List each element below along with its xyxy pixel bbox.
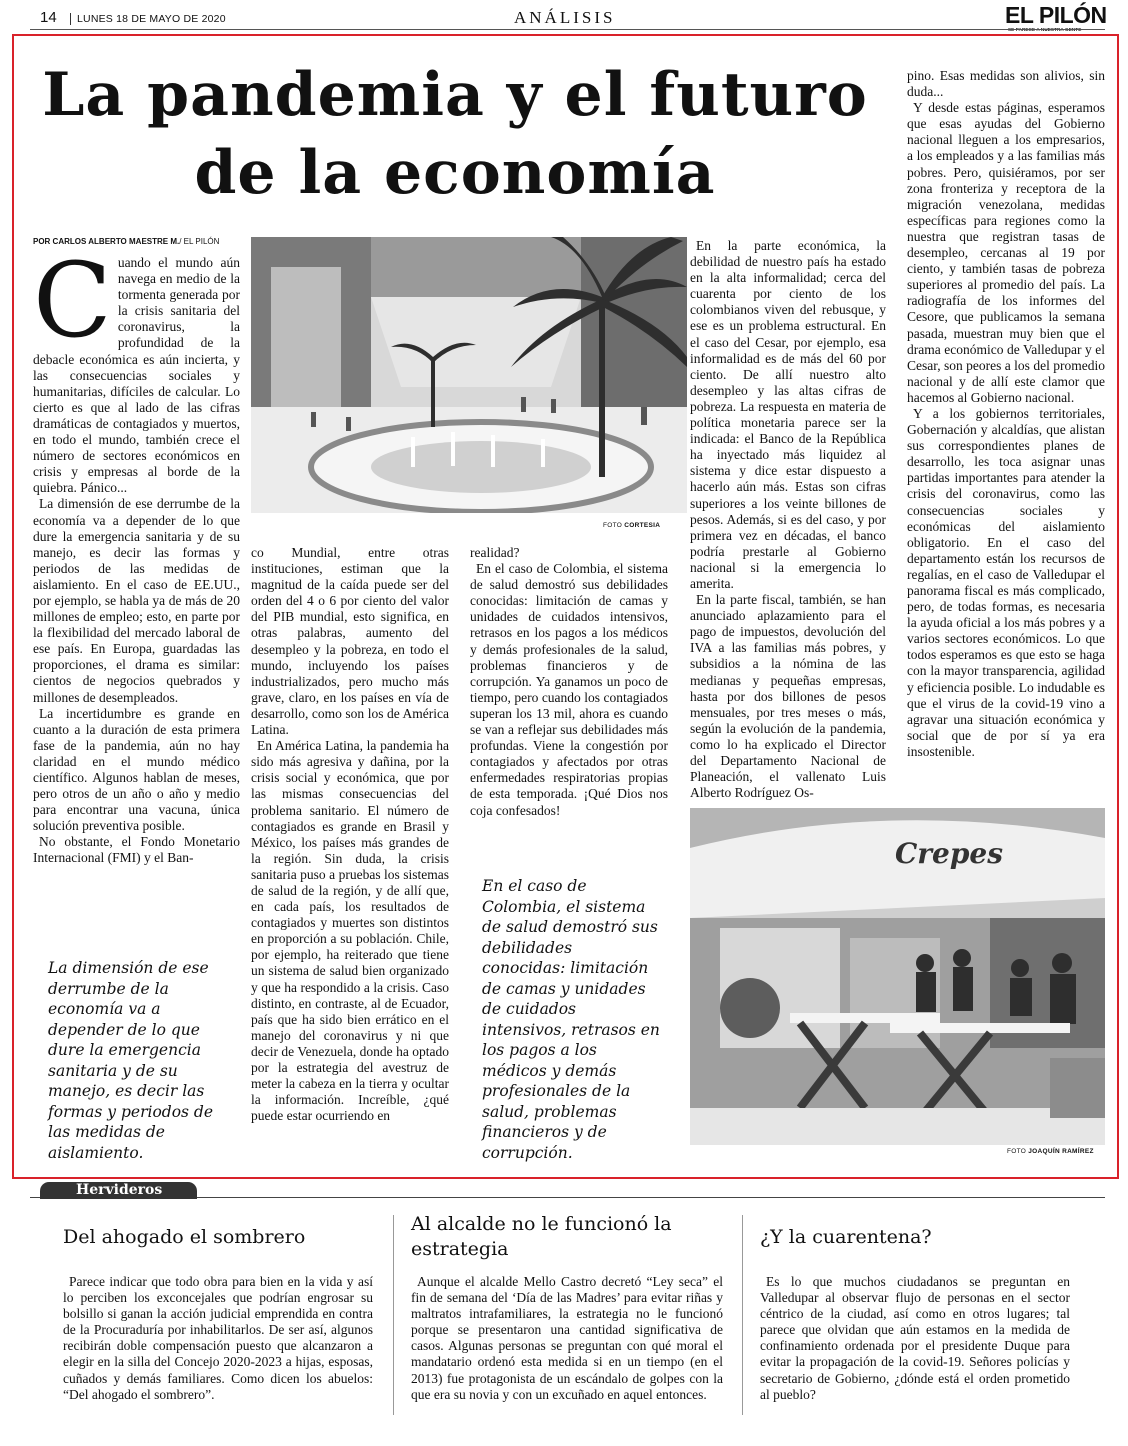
col3-paragraph-1: realidad?	[470, 545, 520, 560]
hervideros-text-2	[411, 1274, 723, 1403]
hervideros-text-1	[63, 1274, 373, 1403]
hervideros-paragraph-2: Aunque el alcalde Mello Castro decretó “Ley seca” el fin de semana del ‘Día de las Madres’ para evitar riñas y maltratos intrafamiliares, la estrategia no le funcionó porque se presentaron una cantidad significativa de casos. Algunas personas se preguntan con qué moral el mandatario ordenó esta medida si en un tiempo (en el 2013) fue protagonista de un escándalo de golpes con la que era su novia y con un excuñado en aquel entonces.	[411, 1274, 723, 1402]
col2-paragraph-1: co Mundial, entre otras instituciones, estiman que la magnitud de la caída puede ser del orden del 4 o 6 por ciento del valor del PIB mundial, esto significa, en otras palabras, aumento del desempleo y la pobreza, en todo el mundo, incluyendo los países industrializados, pero mucho más grave, claro, en los países en vía de desarrollo, como son los de América Latina.	[251, 545, 449, 738]
col4-paragraph-2: En la parte fiscal, también, se han anunciado aplazamiento para el pago de impuestos, devolución del IVA a las familias más pobres, y subsidios a la nómina de las medianas y pequeñas empresas, hasta por dos billones de pesos mensuales, por tres meses o más, según la evolución de la pandemia, como lo ha explicado el Director del Departamento Nacional de Planeación, el vallenato Luis Alberto Rodríguez Os-	[690, 592, 886, 801]
col5-paragraph-3: Y a los gobiernos territoriales, Gobernación y alcaldías, que alistan sus correspondientes planes de desarrollo, les toca asignar unas partidas importantes para atender la crisis del coronavirus, como las consecuencias sociales y económicas del aislamiento obligatorio. En el caso del departamento están los recursos de regalías, en el caso de Valledupar el panorama fiscal es más complicado, pero, de todas formas, es necesaria la ayuda oficial a los más pobres y a varios sectores económicos. Lo que todos esperamos es que esto se haga con la mayor transparencia, agilidad y eficiencia posible. Lo indudable es que el virus de la covid-19 vino a agravar una situación económica y social que de por sí ya era insostenible.	[907, 405, 1105, 759]
article-column-3	[470, 545, 668, 819]
photo-crepes-restaurant	[690, 808, 1105, 1145]
pull-quote-2: En el caso de Colombia, el sistema de salud demostró sus debilidades conocidas: limitación de camas y unidades de cuidados intensivos, retrasos en los pagos a los médicos y demás profesionales de la salud, problemas financieros y de corrupción.	[482, 877, 660, 1162]
crepes-sign: Crepes	[895, 837, 1004, 870]
column-divider-1	[393, 1215, 394, 1415]
headline-line-1: La pandemia y el futuro	[42, 60, 868, 130]
byline-outlet: / EL PILÓN	[179, 237, 220, 246]
col1-paragraph-4: No obstante, el Fondo Monetario Internacional (FMI) y el Ban-	[33, 834, 240, 866]
col2-paragraph-2: En América Latina, la pandemia ha sido más agresiva y dañina, por la crisis social y económica, que por las mismas consecuencias del problema sanitario. El número de contagiados es grande en Brasil y México, los países más grandes de la región. Sin duda, la crisis sanitaria puso a pruebas los sistemas de salud de la región, y de allí que, en cada país, los resultados de contagiados y muertes son distintos en proporción a su población. Chile, por ejemplo, ha reiterado que tiene un sistema de salud bien organizado y que ha respondido a la crisis. Caso distinto, en contraste, al de Ecuador, país que ha sido bien errático en el manejo del coronavirus y ni que decir de Venezuela, donde ha optado por la estrategia del avestruz de meter la cabeza en la tierra y ocultar la información. Increíble, ¿qué puede estar ocurriendo en	[251, 738, 449, 1124]
issue-date: LUNES 18 DE MAYO DE 2020	[70, 13, 226, 25]
col1-paragraph-3: La incertidumbre es grande en cuanto a la duración de esta primera fase de la pandemia, aún no hay claridad en el mundo médico científico. Algunos hablan de meses, pero otros de un año o año y medio para encontrar una vacuna, única solución preventiva posible.	[33, 705, 240, 834]
article-headline	[30, 56, 880, 212]
photo1-credit	[603, 522, 660, 529]
hervideros-text-3	[760, 1274, 1070, 1403]
col1-paragraph-2: La dimensión de ese derrumbe de la economía va a depender de lo que dure la emergencia sanitaria y de su manejo, es decir las formas y periodos de las medidas de aislamiento. En el caso de EE.UU., por ejemplo, se habla ya de más de 20 millones de empleo; esto, en parte por la flexibilidad del mercado laboral de ese país. En Europa, guardadas las proporciones, el drama es similar: cientos de negocios quebrados y millones de desempleados.	[33, 496, 240, 705]
drop-cap: C	[33, 241, 112, 361]
mall-photo-illustration	[251, 237, 687, 513]
byline-author: POR CARLOS ALBERTO MAESTRE M.	[33, 237, 180, 246]
hervideros-tab: Hervideros	[40, 1182, 197, 1199]
col3-paragraph-2: En el caso de Colombia, el sistema de salud demostró sus debilidades conocidas: limitación de camas y unidades de cuidados intensivos, retrasos en los pagos a los médicos y demás profesionales de la salud, problemas financieros y de corrupción. Ya ganamos un poco de tiempo, pero cuando los contagiados superan los 13 mil, ahora es cuando se van a reflejar sus debilidades más profundas. Viene la congestión por contagiados y afectados por otras enfermedades respiratorias propias de esta temporada. ¡Qué Dios nos coja confesados!	[470, 561, 668, 818]
pull-quote-1: La dimensión de ese derrumbe de la economía va a depender de lo que dure la emergencia sanitaria y de su manejo, es decir las formas y periodos de las medidas de aislamiento.	[48, 959, 214, 1162]
col5-paragraph-1: pino. Esas medidas son alivios, sin duda...	[907, 68, 1105, 100]
photo-shopping-mall	[251, 237, 687, 513]
hervideros-paragraph-3: Es lo que muchos ciudadanos se preguntan en Valledupar al observar flujo de personas en el sector céntrico de la ciudad, así como en otros lugares; tal parece que olvidan que aún estamos en la medida de confinamiento ordenada por el presidente Duque para evitar la propagación de la covid-19. Señores policías y secretario de Gobierno, ¿dónde está el orden prometido al pueblo?	[760, 1274, 1070, 1402]
photo1-credit-prefix: FOTO	[603, 522, 623, 529]
article-column-5	[907, 68, 1105, 760]
page-number: 14	[40, 9, 57, 26]
newspaper-logo: EL PILÓN	[1005, 2, 1107, 28]
photo2-credit-name: JOAQUÍN RAMÍREZ	[1028, 1148, 1094, 1155]
photo1-credit-name: CORTESIA	[624, 522, 661, 529]
headline-line-2: de la economía	[194, 138, 716, 208]
column-divider-2	[742, 1215, 743, 1415]
article-column-4	[690, 238, 886, 801]
col4-paragraph-1: En la parte económica, la debilidad de nuestro país ha estado en la alta informalidad; cerca del cuarenta por ciento de los colombianos viven del rebusque, y ese es un problema estructural. En el caso del Cesar, por ejemplo, esa informalidad es de más del 60 por ciento. De allí nuestro alto desempleo y las altas cifras de pobreza. La respuesta en materia de política monetaria parece ser la indicada: el Banco de la República ha inyectado más liquidez al sistema y dice estar dispuesto a hacerlo aún más. Estas son cifras superiores a los veinte billones de pesos. Además, si es del caso, y por primera vez en décadas, el banco podría prestarle al Gobierno nacional si la emergencia lo amerita.	[690, 238, 886, 591]
article-column-2	[251, 545, 449, 1124]
hervideros-title-1: Del ahogado el sombrero	[63, 1226, 306, 1248]
col1-paragraph-1: uando el mundo aún navega en medio de la tormenta generada por la crisis sanitaria del coronavirus, la profundidad de la debacle económica es aún incierta, y las consecuencias sociales y humanitarias, difíciles de calcular. Lo cierto es que al lado de las cifras dramáticas de contagiados y muertos, en todo el mundo, también crece el número de sectores económicos en crisis y empresas al borde de la quiebra. Pánico...	[33, 255, 240, 496]
photo2-credit-prefix: FOTO	[1007, 1148, 1027, 1155]
hervideros-title-2: Al alcalde no le funcionó la estrategia	[411, 1213, 672, 1260]
header-rule	[30, 29, 1105, 30]
hervideros-paragraph-1: Parece indicar que todo obra para bien en la vida y así lo perciben los exconcejales que podrían engrosar su bolsillo si ganan la acción judicial emprendida en contra de la Procuraduría por inhabilitarlos. De ser así, algunos recibirán doble compensación puesto que alcanzaron a elegir en la silla del Concejo 2020-2023 a hijas, esposas, cuñados y demás familiares. Como dicen los abuelos: “Del ahogado el sombrero”.	[63, 1274, 373, 1402]
section-title: ANÁLISIS	[514, 8, 616, 27]
restaurant-photo-illustration	[690, 808, 1105, 1145]
photo2-credit	[1007, 1148, 1094, 1155]
col5-paragraph-2: Y desde estas páginas, esperamos que esas ayudas del Gobierno nacional lleguen a los empresarios, a los empleados y a las familias más pobres. Pero, quisiéramos, por ser zona fronteriza y receptora de la migración venezolana, medidas específicas para regiones como la nuestra que registran tasas de desempleo, cercanas al 19 por ciento, y también tasas de pobreza superiores al promedio del país. La radiografía de los informes del Cesore, que publicamos la semana pasada, muestran muy bien que el drama económico de Valledupar y el Cesar, son peores a los del promedio nacional y de allí este clamor que hacemos al Gobierno nacional.	[907, 100, 1105, 405]
hervideros-title-3: ¿Y la cuarentena?	[760, 1226, 932, 1248]
